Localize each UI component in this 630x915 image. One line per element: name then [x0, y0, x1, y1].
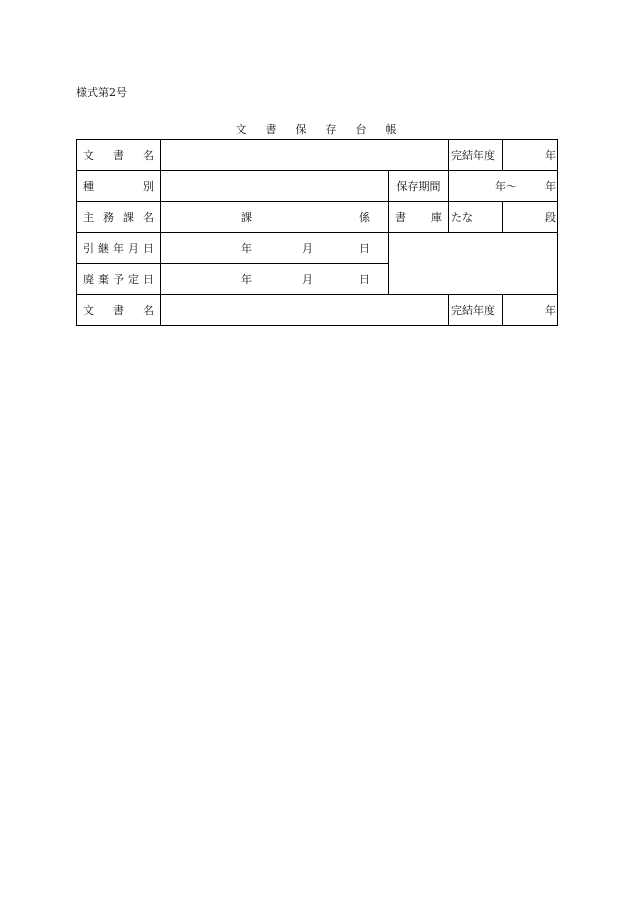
row-section — [77, 202, 558, 233]
label-document-name: 文 書 名 — [77, 140, 161, 171]
completion-year-field-2[interactable]: 年 — [503, 295, 558, 326]
document-ledger-table — [76, 139, 558, 326]
label-section: 主 務 課 名 — [77, 202, 161, 233]
document-name-field[interactable] — [161, 140, 449, 171]
retention-period-label: 保存期間 — [389, 171, 449, 202]
row-transfer-date — [77, 233, 558, 264]
completion-year-label: 完結年度 — [449, 140, 503, 171]
page-title: 文書保存台帳 — [235, 123, 416, 136]
section-field[interactable]: 課 係 — [161, 202, 389, 233]
label-archive: 書 庫 — [389, 202, 449, 233]
row-category — [77, 171, 558, 202]
blank-area — [389, 233, 558, 295]
label-category: 種 別 — [77, 171, 161, 202]
form-number: 様式第2号 — [76, 86, 127, 99]
label-document-name-2: 文 書 名 — [77, 295, 161, 326]
row-document-name — [77, 140, 558, 171]
completion-year-field[interactable]: 年 — [503, 140, 558, 171]
category-field[interactable] — [161, 171, 389, 202]
retention-period-field[interactable]: 年〜 年 — [449, 171, 558, 202]
transfer-date-field[interactable]: 年 月 日 — [161, 233, 389, 264]
row-document-name-2 — [77, 295, 558, 326]
completion-year-label-2: 完結年度 — [449, 295, 503, 326]
document-name-field-2[interactable] — [161, 295, 449, 326]
label-transfer-date: 引 継 年 月 日 — [77, 233, 161, 264]
label-disposal-date: 廃 棄 予 定 日 — [77, 264, 161, 295]
shelf-field[interactable]: たな — [449, 202, 503, 233]
tier-field[interactable]: 段 — [503, 202, 558, 233]
disposal-date-field[interactable]: 年 月 日 — [161, 264, 389, 295]
